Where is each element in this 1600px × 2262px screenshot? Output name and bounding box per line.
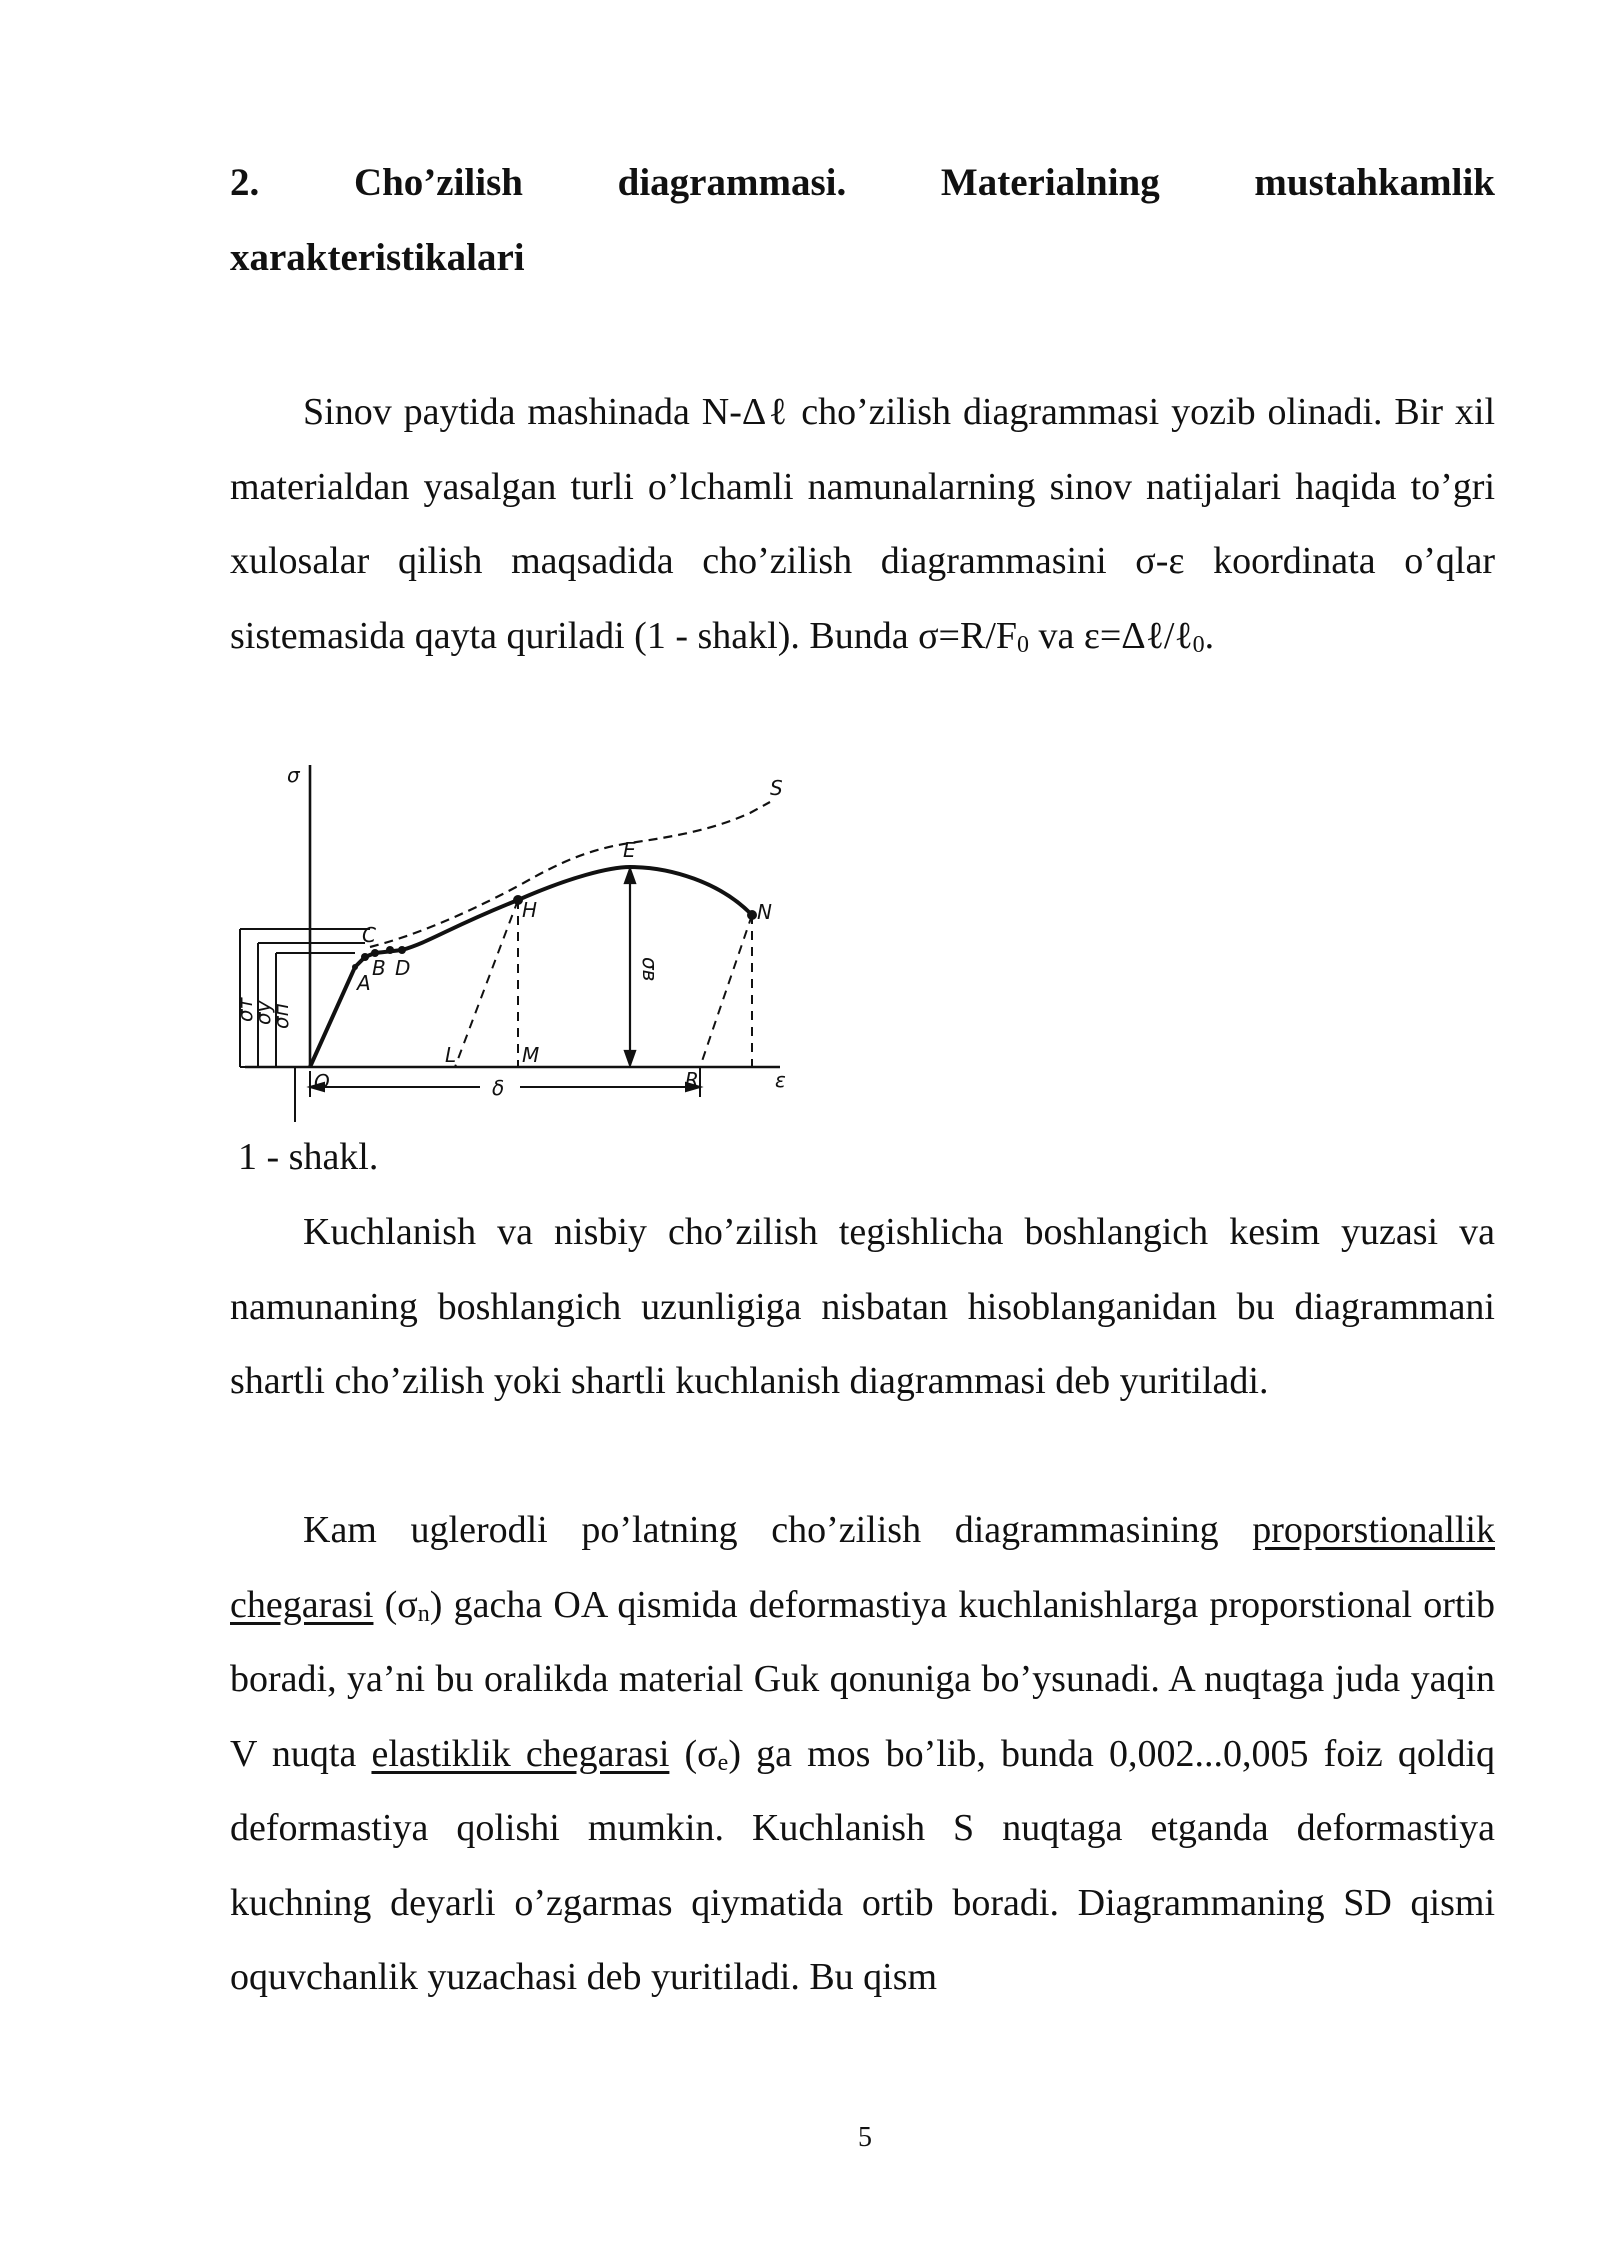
dashed-n-unload	[700, 915, 752, 1067]
label-sigma-t: σт	[233, 997, 257, 1022]
label-H: H	[522, 898, 538, 922]
section-heading	[230, 145, 1495, 295]
label-D: D	[395, 956, 411, 980]
label-sigma-u: σу	[251, 1000, 275, 1025]
tension-diagram	[230, 757, 800, 1122]
paragraph-conditional: Kuchlanish va nisbiy cho’zilish tegishlicha boshlangich kesim yuzasi va namunaning boshlangich uzunligiga nisbatan hisoblanganidan bu diagrammani shartli cho’zilish yoki shartli kuchlanish diagrammasi deb yuritiladi.	[230, 1211, 1495, 1402]
section-heading-line2: xarakteristikalari	[230, 236, 525, 279]
label-B: B	[372, 956, 386, 980]
term-proportionality-limit: proporstionallik chegarasi	[230, 1509, 1495, 1626]
label-sigma-axis: σ	[287, 763, 300, 787]
label-N: N	[757, 900, 772, 924]
label-sigma-p: σп	[269, 1003, 293, 1029]
term-elasticity-limit: elastiklik chegarasi	[371, 1732, 670, 1775]
label-L: L	[445, 1043, 457, 1067]
label-M: M	[522, 1043, 540, 1067]
label-S: S	[770, 776, 783, 800]
label-eps-axis: ε	[775, 1068, 786, 1092]
paragraph-low-carbon-steel: Kam uglerodli po’latning cho’zilish diagrammasining proporstionallik chegarasi $(\sigma_n)$ gacha OA qismida deformastiya kuchlanishlarga proporstional ortib boradi, ya’ni bu oralikda material Guk qonuniga bo’ysunadi. A nuqtaga juda yaqin V nuqta elastiklik chegarasi $(\sigma_e)$ ga mos bo’lib, bunda 0,002...0,005 foiz qoldiq deformastiya qolishi mumkin. Kuchlanish S nuqtaga etganda deformastiya kuchning deyarli o’zgarmas qiymatida ortib boradi. Diagrammaning SD qismi oquvchanlik yuzachasi deb yuritiladi. Bu qism	[230, 1509, 1495, 1998]
true-stress-curve	[370, 802, 770, 947]
page-number: 5	[858, 2122, 872, 2153]
figure-caption: 1 - shakl.	[238, 1136, 379, 1178]
label-A: A	[357, 971, 371, 995]
label-sigma-v: σв	[638, 957, 662, 982]
label-O: O	[314, 1070, 330, 1094]
paragraph-intro: Sinov paytida mashinada N-Δℓ cho’zilish diagrammasi yozib olinadi. Bir xil materialdan yasalgan turli o’lchamli namunalarning sinov natijalari haqida to’gri xulosalar qilish maqsadida cho’zilish diagrammasini σ-ε koordinata o’qlar sistemasida qayta quriladi (1 - shakl). Bunda $\sigma=R/F_0$ va ε=Δℓ/ℓ$_0$.	[230, 391, 1495, 658]
label-delta: δ	[492, 1076, 505, 1100]
label-C: C	[362, 923, 376, 947]
label-R: R	[685, 1068, 699, 1092]
label-E: E	[623, 838, 636, 862]
section-heading-line1: 2. Cho’zilish diagrammasi. Materialning mustahkamlik	[230, 161, 1495, 204]
